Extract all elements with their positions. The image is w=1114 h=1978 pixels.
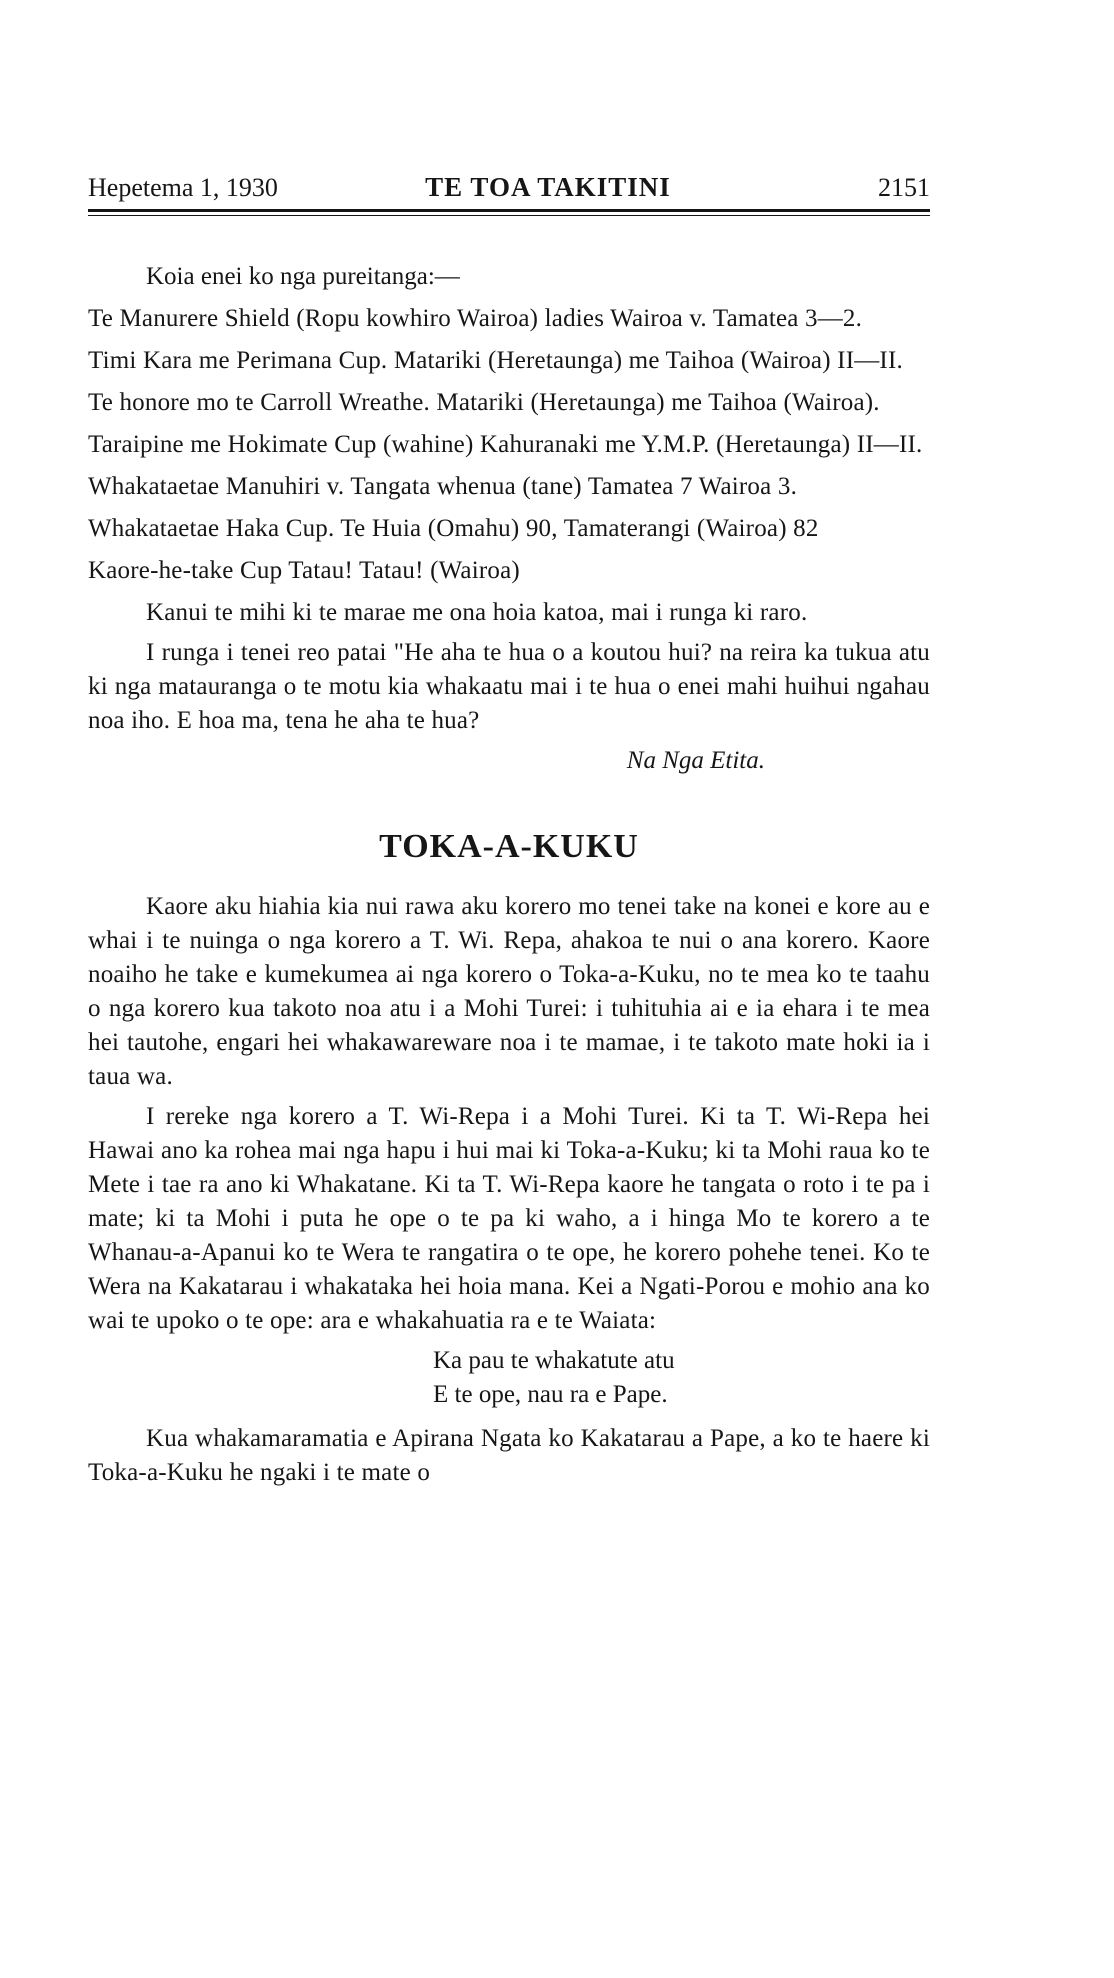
page-header — [88, 170, 930, 205]
issue-date: Hepetema 1, 1930 — [88, 173, 278, 202]
paragraph: Kua whakamaramatia e Apirana Ngata ko Kakatarau a Pape, a ko te haere ki Toka-a-Kuku he ngaki i te mate o — [88, 1425, 930, 1486]
result-entry: Kaore-he-take Cup Tatau! Tatau! (Wairoa) — [88, 557, 520, 584]
paragraph: I runga i tenei reo patai "He aha te hua o a koutou hui? na reira ka tukua atu ki nga matauranga o te motu kia whakaatu mai i te hua o enei mahi huihui ngahau noa iho. E hoa ma, tena he aha te hua? — [88, 639, 930, 734]
result-entry: Te Manurere Shield (Ropu kowhiro Wairoa) ladies Wairoa v. Tamatea 3—2. — [88, 305, 863, 332]
result-entry: Te honore mo te Carroll Wreathe. Matariki (Heretaunga) me Taihoa (Wairoa). — [88, 389, 880, 416]
header-rule-thin — [88, 215, 930, 216]
magazine-page — [88, 170, 930, 1496]
editors-signature: Na Nga Etita. — [626, 747, 765, 774]
header-rule-thick — [88, 209, 930, 212]
verse-line: E te ope, nau ra e Pape. — [433, 1381, 668, 1408]
paragraph: I rereke nga korero a T. Wi-Repa i a Mohi Turei. Ki ta T. Wi-Repa hei Hawai ano ka rohea mai nga hapu i hui mai ki Toka-a-Kuku; ki ta Mohi raua ko te Mete i tae ra ano ki Whakatane. Ki ta T. Wi-Repa kaore he tangata o roto i te pa i mate; ki ta Mohi i puta he ope o te pa ki waho, a i hinga Mo te korero a te Whanau-a-Apanui ko te Wera te rangatira o te ope, he korero pohehe tenei. Ko te Wera na Kakatarau i whakataka hei hoia mana. Kei a Ngati-Porou e mohio ana ko wai te upoko o te ope: ara e whakahuatia ra e te Waiata: — [88, 1103, 930, 1334]
magazine-title: TE TOA TAKITINI — [425, 172, 671, 202]
waiata-verse — [88, 1344, 930, 1412]
section-title: TOKA-A-KUKU — [379, 828, 639, 865]
result-entry: Whakataetae Haka Cup. Te Huia (Omahu) 90, Tamaterangi (Wairoa) 82 — [88, 515, 819, 542]
results-list — [88, 302, 930, 588]
article-body — [88, 260, 930, 1490]
verse-line: Ka pau te whakatute atu — [433, 1347, 675, 1374]
page-number: 2151 — [878, 173, 930, 202]
paragraph: Kanui te mihi ki te marae me ona hoia katoa, mai i runga ki raro. — [146, 599, 808, 626]
result-entry: Taraipine me Hokimate Cup (wahine) Kahuranaki me Y.M.P. (Heretaunga) II—II. — [88, 431, 923, 458]
result-entry: Whakataetae Manuhiri v. Tangata whenua (tane) Tamatea 7 Wairoa 3. — [88, 473, 798, 500]
paragraph: Kaore aku hiahia kia nui rawa aku korero mo tenei take na konei e kore au e whai i te nuinga o nga korero a T. Wi. Repa, ahakoa te nui o ana korero. Kaore noaiho he take e kumekumea ai nga korero o Toka-a-Kuku, no te mea ko te taahu o nga korero kua takoto noa atu i a Mohi Turei: i tuhituhia ai e ia ehara i te mea hei tautohe, engari hei whakawareware noa i te mamae, i te takoto mate hoki ia i taua wa. — [88, 893, 930, 1090]
result-entry: Timi Kara me Perimana Cup. Matariki (Heretaunga) me Taihoa (Wairoa) II—II. — [88, 347, 903, 374]
results-intro: Koia enei ko nga pureitanga:— — [146, 263, 460, 290]
